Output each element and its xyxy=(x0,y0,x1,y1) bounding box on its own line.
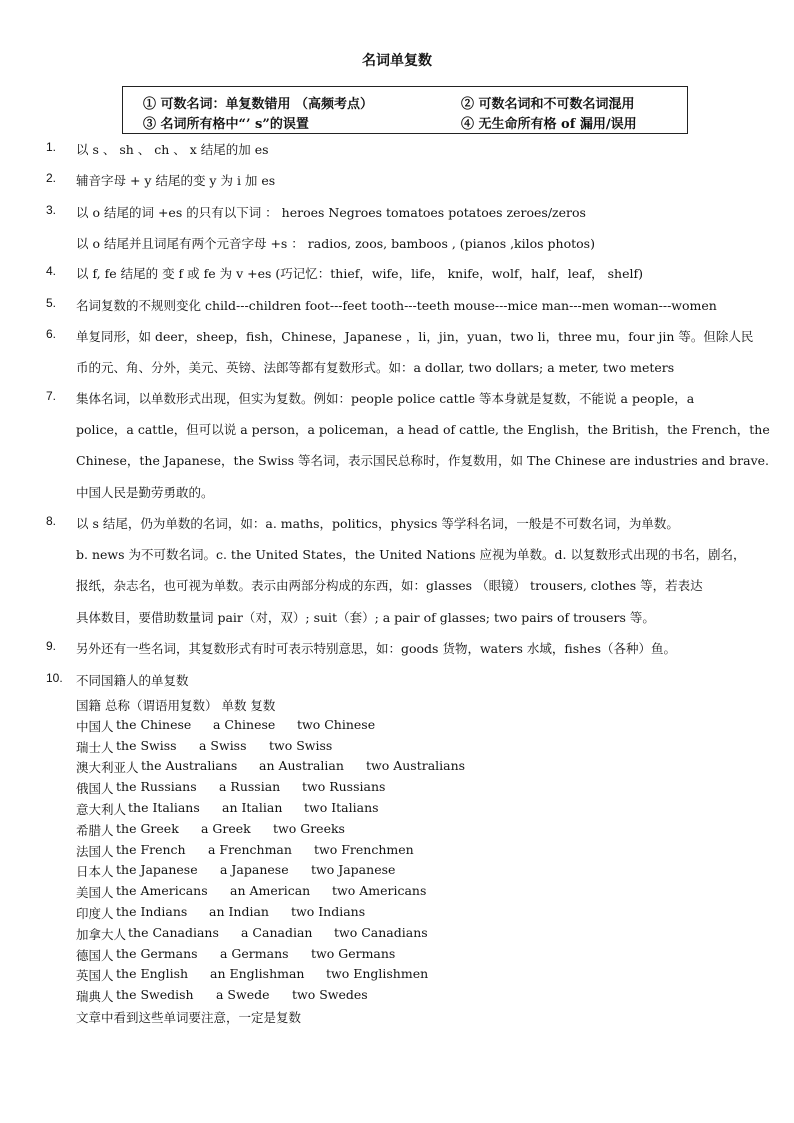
item-line: 以 f, fe 结尾的 变 f 或 fe 为 v +es (巧记忆：thief，wife，life， knife，wolf，half，leaf， shelf) xyxy=(76,266,644,281)
item-number: 4. xyxy=(46,264,57,278)
plural-cell: two Japanese xyxy=(311,862,396,878)
key-point-2: ② 可数名词和不可数名词混用 xyxy=(461,97,635,112)
item-line: 另外还有一些名词，其复数形式有时可表示特别意思，如：goods 货物，waters 水域，fishes（各种）鱼。 xyxy=(76,641,676,656)
table-row xyxy=(76,737,333,759)
collective-cell: the Canadians xyxy=(128,924,219,940)
page-title: 名词单复数 xyxy=(362,53,432,69)
item-line: 辅音字母 + y 结尾的变 y 为 i 加 es xyxy=(76,173,276,188)
key-point-3: ③ 名词所有格中“’ s”的误置 xyxy=(143,117,309,132)
item-line: police，a cattle，但可以说 a person，a policeman，a head of cattle, the English，the British，the French，the xyxy=(76,422,770,438)
table-row xyxy=(76,841,414,863)
plural-cell: two Greeks xyxy=(273,820,345,836)
plural-cell: two Indians xyxy=(291,903,366,919)
singular-cell: a Germans xyxy=(220,945,289,961)
nationality-cell: 希腊人 xyxy=(76,822,114,838)
collective-cell: the English xyxy=(116,966,189,982)
collective-cell: the Swedish xyxy=(116,987,194,1003)
nationality-cell: 德国人 xyxy=(76,947,114,963)
plural-cell: two Swiss xyxy=(269,737,333,753)
nationality-cell: 加拿大人 xyxy=(76,926,127,942)
item-line: 中国人民是勤劳勇敢的。 xyxy=(76,484,214,500)
table-row xyxy=(76,987,368,1008)
item-line: 报纸，杂志名，也可视为单数。表示由两部分构成的东西，如：glasses （眼镜） trousers, clothes 等，若表达 xyxy=(76,578,703,594)
item-number: 5. xyxy=(46,296,57,310)
singular-cell: a Frenchman xyxy=(208,841,292,857)
key-point-4: ④ 无生命所有格 of 漏用/误用 xyxy=(461,117,637,132)
item-line: 集体名词，以单数形式出现，但实为复数。例如：people police cattle 等本身就是复数，不能说 a people，a xyxy=(76,391,695,406)
item-number: 3. xyxy=(46,203,57,217)
key-point-1: ① 可数名词：单复数错用 （高频考点） xyxy=(143,97,374,112)
plural-cell: two Americans xyxy=(332,883,427,899)
singular-cell: a Swede xyxy=(216,987,270,1003)
table-row xyxy=(76,862,396,883)
plural-cell: two Canadians xyxy=(334,924,428,940)
nationality-cell: 意大利人 xyxy=(76,801,127,817)
item-line: b. news 为不可数名词。c. the United States，the United Nations 应视为单数。d. 以复数形式出现的书名，剧名， xyxy=(76,547,746,563)
collective-cell: the Indians xyxy=(116,903,188,919)
item-number: 2. xyxy=(46,171,57,185)
item-line: 具体数目，要借助数量词 pair（对，双）; suit（套）; a pair of glasses; two pairs of trousers 等。 xyxy=(76,609,655,625)
collective-cell: the Australians xyxy=(141,758,238,774)
table-row xyxy=(76,716,376,738)
table-row xyxy=(76,924,428,946)
table-row xyxy=(76,758,466,779)
collective-cell: the Americans xyxy=(116,883,208,899)
collective-cell: the Germans xyxy=(116,945,198,961)
plural-cell: two Chinese xyxy=(297,716,376,732)
item-number: 9. xyxy=(46,639,57,653)
table-row xyxy=(76,903,366,925)
plural-cell: two Italians xyxy=(304,799,379,815)
plural-cell: two Germans xyxy=(311,945,396,961)
singular-cell: a Swiss xyxy=(199,737,247,753)
plural-cell: two Swedes xyxy=(292,987,368,1003)
table-header: 国籍 总称（谓语用复数） 单数 复数 xyxy=(76,698,276,713)
footer-note: 文章中看到这些单词要注意，一定是复数 xyxy=(76,1009,302,1025)
nationality-cell: 英国人 xyxy=(76,968,114,984)
nationality-table xyxy=(76,696,466,1029)
item-number: 6. xyxy=(46,327,57,341)
collective-cell: the Swiss xyxy=(116,737,177,753)
singular-cell: an Italian xyxy=(222,799,283,815)
nationality-cell: 瑞士人 xyxy=(76,739,114,755)
key-points-box xyxy=(122,86,688,134)
collective-cell: the Italians xyxy=(128,799,200,815)
table-row xyxy=(76,945,396,967)
collective-cell: the Chinese xyxy=(116,716,192,732)
singular-cell: an Englishman xyxy=(210,966,305,982)
singular-cell: an Indian xyxy=(209,903,269,919)
item-number: 7. xyxy=(46,389,57,403)
item-line: 名词复数的不规则变化 child---children foot---feet tooth---teeth mouse---mice man---men woman---women xyxy=(76,298,717,313)
collective-cell: the Greek xyxy=(116,820,179,836)
nationality-cell: 日本人 xyxy=(76,864,114,880)
table-row xyxy=(76,966,429,987)
nationality-cell: 中国人 xyxy=(76,718,114,734)
nationality-cell: 美国人 xyxy=(76,885,114,901)
item-line: 以 s 、 sh 、 ch 、 x 结尾的加 es xyxy=(76,142,269,157)
item-number: 10. xyxy=(46,671,63,685)
nationality-cell: 瑞典人 xyxy=(76,989,114,1005)
singular-cell: a Greek xyxy=(201,820,251,836)
table-row xyxy=(76,799,379,821)
item-number: 1. xyxy=(46,140,57,154)
table-row xyxy=(76,820,345,842)
singular-cell: an American xyxy=(230,883,311,899)
plural-cell: two Australians xyxy=(366,758,466,774)
plural-cell: two Frenchmen xyxy=(314,841,414,857)
nationality-cell: 印度人 xyxy=(76,905,114,921)
item-line: 币的元、角、分外，美元、英镑、法郎等都有复数形式。如：a dollar, two dollars; a meter, two meters xyxy=(76,360,675,376)
table-row xyxy=(76,883,427,904)
plural-cell: two Englishmen xyxy=(326,966,429,982)
item-line: 以 o 结尾的词 +es 的只有以下词 ： heroes Negroes tomatoes potatoes zeroes/zeros xyxy=(76,205,586,220)
item-line: 以 s 结尾，仍为单数的名词，如：a. maths，politics，physics 等学科名词，一般是不可数名词，为单数。 xyxy=(76,516,679,531)
singular-cell: a Canadian xyxy=(241,924,313,940)
nationality-cell: 澳大利亚人 xyxy=(76,760,139,776)
singular-cell: a Russian xyxy=(219,779,281,795)
table-row xyxy=(76,779,386,800)
nationality-cell: 法国人 xyxy=(76,843,114,859)
collective-cell: the French xyxy=(116,841,186,857)
item-line: Chinese，the Japanese，the Swiss 等名词，表示国民总称时，作复数用，如 The Chinese are industries and brave. xyxy=(76,453,770,469)
singular-cell: a Chinese xyxy=(213,716,276,732)
singular-cell: a Japanese xyxy=(220,862,289,878)
item-line: 不同国籍人的单复数 xyxy=(76,673,189,688)
nationality-cell: 俄国人 xyxy=(76,781,114,797)
collective-cell: the Japanese xyxy=(116,862,198,878)
plural-cell: two Russians xyxy=(302,779,386,795)
collective-cell: the Russians xyxy=(116,779,197,795)
item-line: 以 o 结尾并且词尾有两个元音字母 +s ： radios, zoos, bamboos , (pianos ,kilos photos) xyxy=(76,236,595,252)
item-line: 单复同形，如 deer，sheep，fish，Chinese，Japanese ，li，jin，yuan，two li，three mu，four jin 等。但除人民 xyxy=(76,329,754,344)
singular-cell: an Australian xyxy=(259,758,344,774)
item-number: 8. xyxy=(46,514,57,528)
